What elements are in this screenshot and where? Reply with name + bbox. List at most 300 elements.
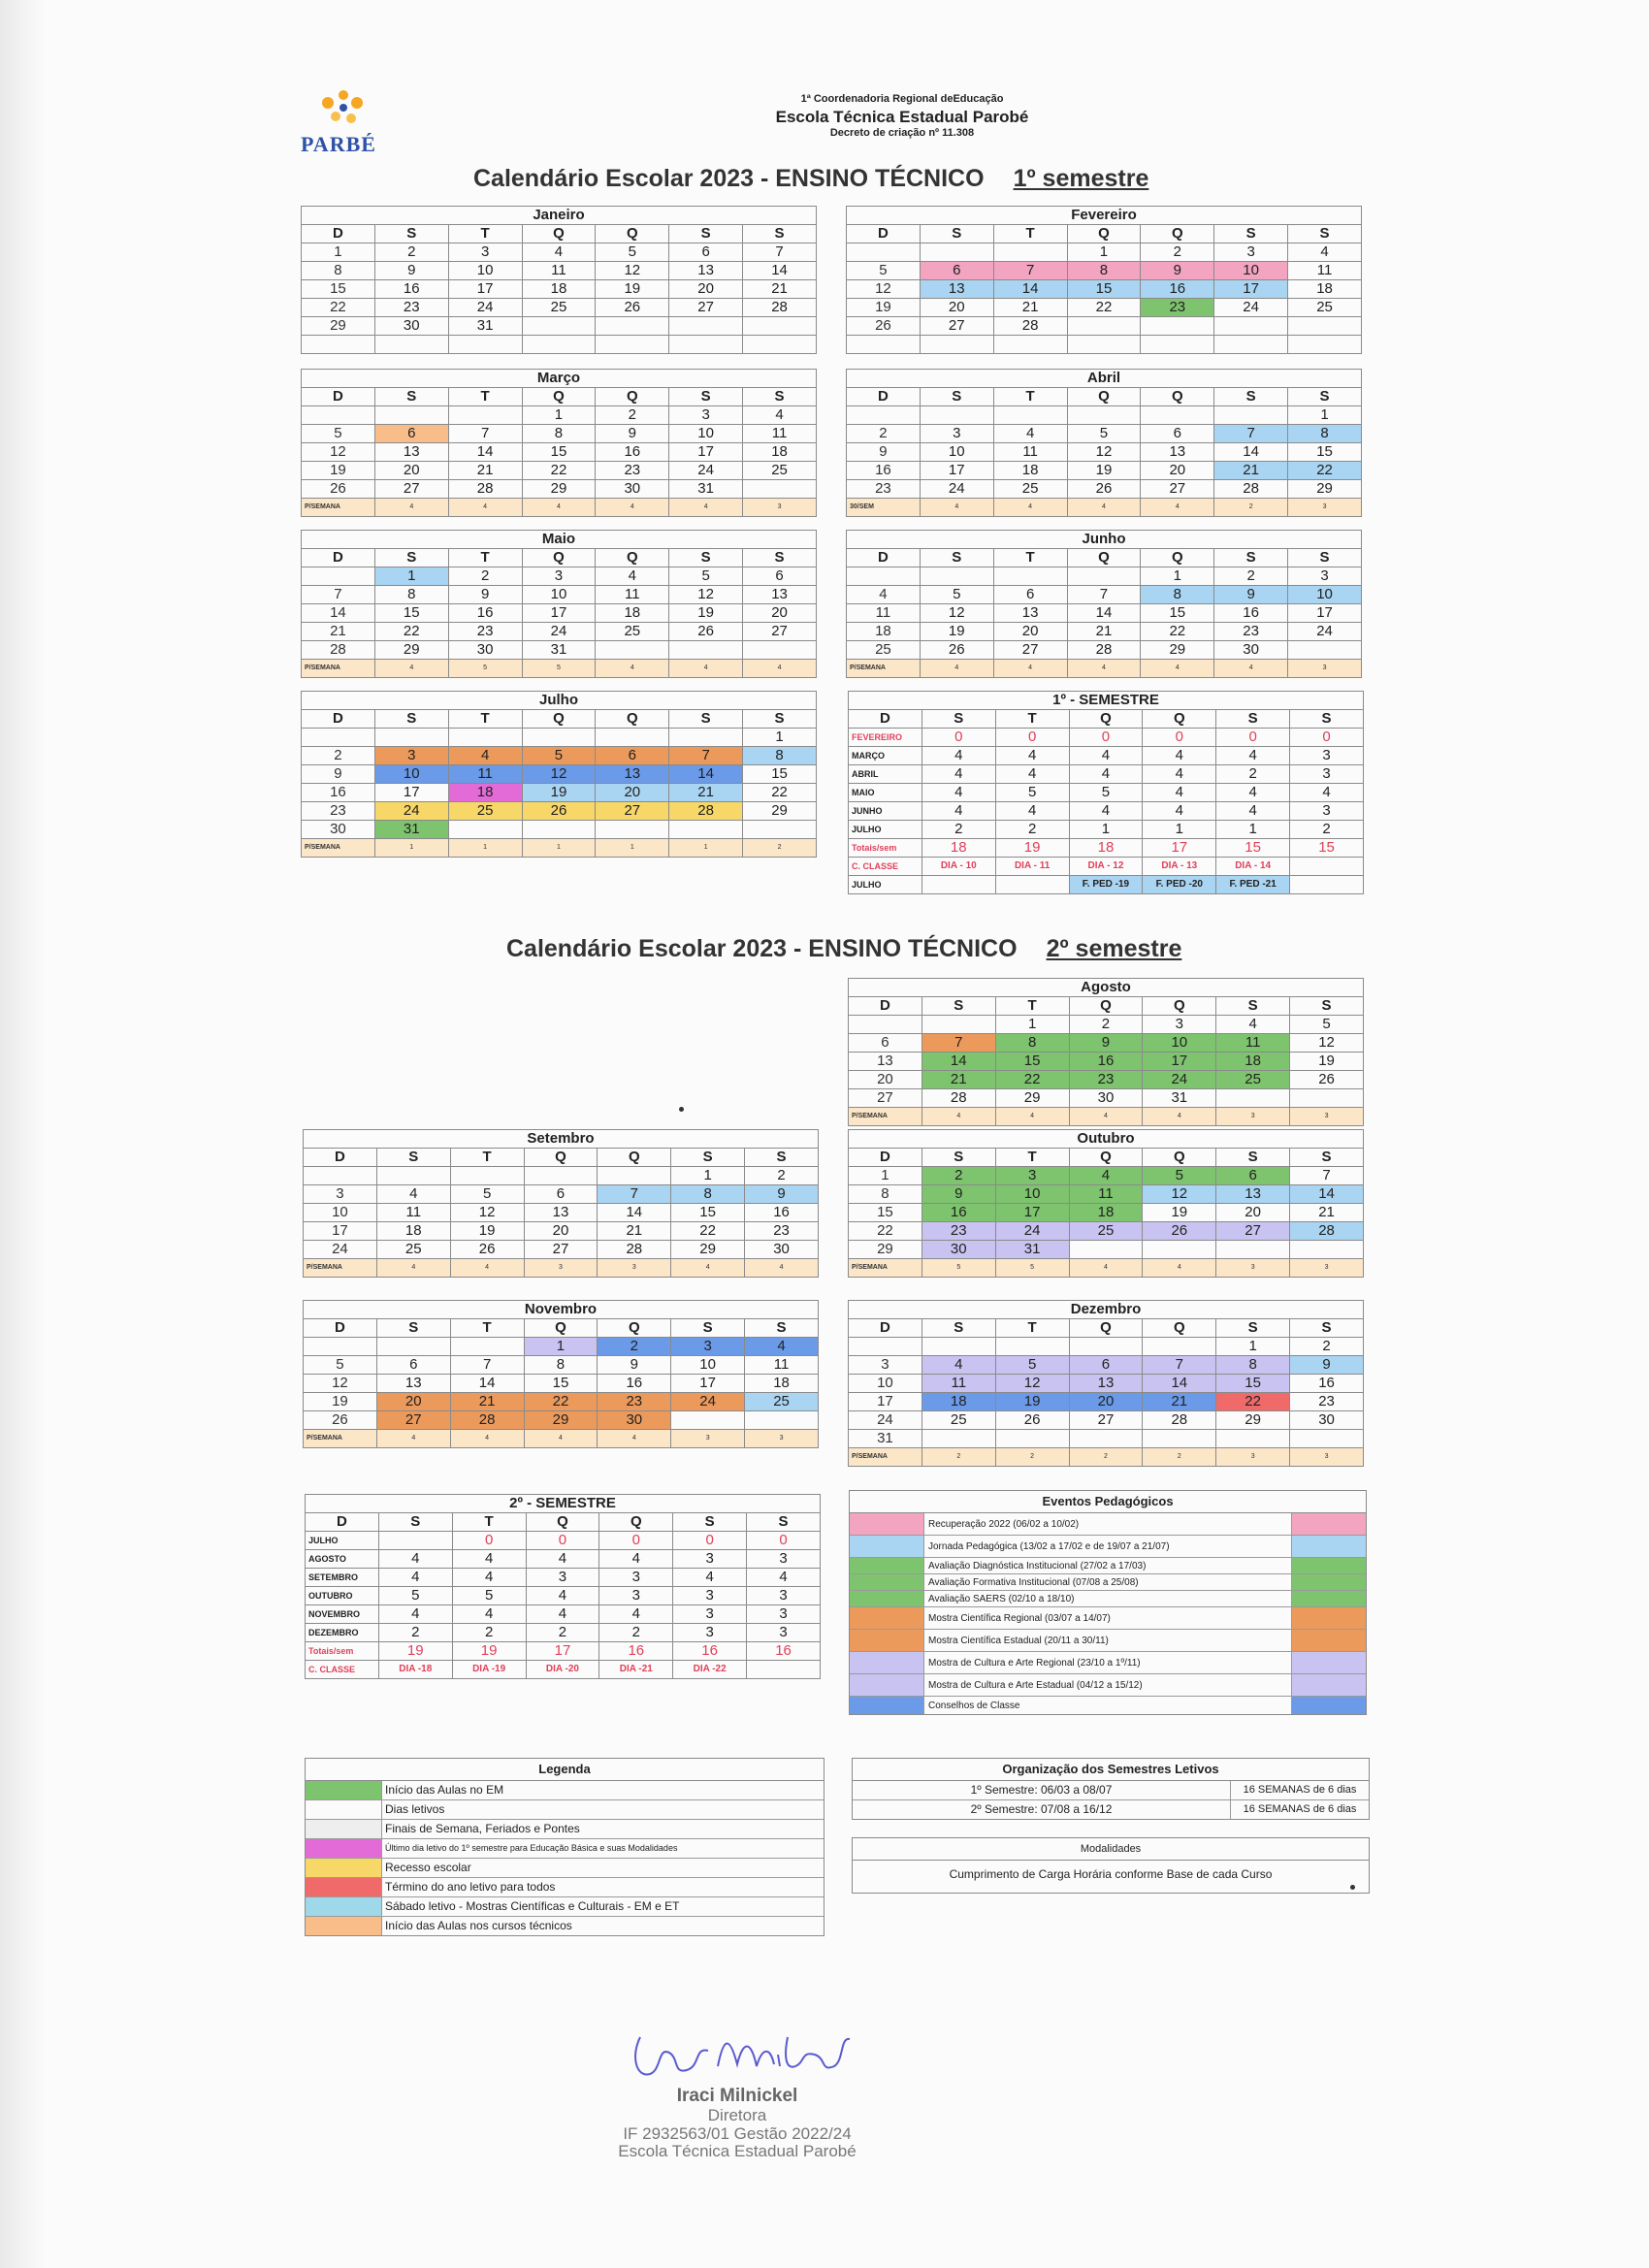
weekday-header: Q xyxy=(596,388,669,406)
per-week-count: 4 xyxy=(448,499,522,517)
semester-month-row xyxy=(306,1532,821,1550)
day-cell: 8 xyxy=(522,425,596,443)
legend-color-swatch xyxy=(306,1878,382,1896)
day-cell: 2 xyxy=(1214,567,1288,586)
per-week-count: 3 xyxy=(1288,499,1362,517)
semester-count: 4 xyxy=(452,1569,526,1587)
semester-count: 4 xyxy=(995,747,1069,765)
day-cell: 21 xyxy=(450,1393,524,1411)
event-row xyxy=(850,1574,1366,1591)
day-cell: 25 xyxy=(522,299,596,317)
day-cell: 21 xyxy=(302,623,375,641)
day-cell: 28 xyxy=(598,1241,671,1259)
per-week-label: P/SEMANA xyxy=(849,1259,922,1278)
day-cell: 19 xyxy=(1143,1204,1216,1222)
day-cell: 21 xyxy=(1143,1393,1216,1411)
day-cell: 4 xyxy=(745,1338,819,1356)
event-color-swatch xyxy=(850,1607,924,1629)
per-week-row xyxy=(302,660,817,678)
day-cell xyxy=(1143,1338,1216,1356)
legend-color-swatch xyxy=(306,1839,382,1858)
day-cell: 14 xyxy=(1143,1375,1216,1393)
day-cell: 25 xyxy=(922,1411,995,1430)
day-cell: 23 xyxy=(745,1222,819,1241)
semester-count: 15 xyxy=(1216,839,1290,858)
signature-id: IF 2932563/01 Gestão 2022/24 xyxy=(623,2123,852,2143)
semester-count: 5 xyxy=(452,1587,526,1605)
weekday-header: T xyxy=(450,1149,524,1167)
semester-count: 4 xyxy=(378,1605,452,1624)
semester-count: 19 xyxy=(995,839,1069,858)
per-week-count: 3 xyxy=(524,1259,598,1278)
per-week-count: 5 xyxy=(922,1259,995,1278)
weekday-header: S xyxy=(374,225,448,243)
legend-color-swatch xyxy=(306,1800,382,1819)
weekday-header: T xyxy=(995,997,1069,1016)
weekday-header: T xyxy=(993,225,1067,243)
day-cell xyxy=(596,641,669,660)
semester-count: 3 xyxy=(1290,802,1364,821)
day-cell: 18 xyxy=(376,1222,450,1241)
day-cell xyxy=(1216,1089,1290,1108)
day-cell: 29 xyxy=(671,1241,745,1259)
semester-count: 4 xyxy=(922,765,995,784)
per-week-count: 4 xyxy=(995,1108,1069,1126)
weekday-header: S xyxy=(1214,549,1288,567)
day-cell xyxy=(847,567,921,586)
day-cell: 31 xyxy=(522,641,596,660)
weekday-header: Q xyxy=(1141,225,1214,243)
day-cell: 21 xyxy=(448,462,522,480)
day-cell: 7 xyxy=(302,586,375,604)
weekday-header: S xyxy=(671,1319,745,1338)
day-cell: 11 xyxy=(743,425,817,443)
day-cell: 5 xyxy=(1067,425,1141,443)
per-week-count: 1 xyxy=(669,839,743,858)
day-cell: 12 xyxy=(302,443,375,462)
per-week-label: P/SEMANA xyxy=(849,1448,922,1467)
week-row xyxy=(302,443,817,462)
semester-count: 4 xyxy=(1069,802,1143,821)
event-row xyxy=(850,1607,1366,1630)
signature-role: Diretora xyxy=(707,2106,767,2124)
weekday-header: D xyxy=(849,1319,922,1338)
organization-row xyxy=(853,1800,1369,1819)
day-cell xyxy=(743,317,817,336)
weekday-header: D xyxy=(847,388,921,406)
day-cell: 10 xyxy=(1288,586,1362,604)
per-week-row xyxy=(849,1108,1364,1126)
day-cell: 29 xyxy=(1141,641,1214,660)
semester-count: 5 xyxy=(1069,784,1143,802)
week-row xyxy=(849,1393,1364,1411)
day-cell xyxy=(596,821,669,839)
weekday-header: S xyxy=(745,1319,819,1338)
day-cell: 23 xyxy=(598,1393,671,1411)
day-cell: 17 xyxy=(1214,280,1288,299)
per-week-count: 3 xyxy=(1216,1108,1290,1126)
weekday-header: Q xyxy=(524,1319,598,1338)
per-week-row xyxy=(302,839,817,858)
semester-count: 0 xyxy=(1216,729,1290,747)
week-row xyxy=(849,1204,1364,1222)
weekday-header: Q xyxy=(1143,710,1216,729)
day-cell: 25 xyxy=(1069,1222,1143,1241)
day-cell: 8 xyxy=(302,262,375,280)
day-cell: 6 xyxy=(993,586,1067,604)
semester-count: 4 xyxy=(526,1587,599,1605)
event-color-swatch xyxy=(850,1513,924,1535)
class-council-day: DIA -18 xyxy=(378,1661,452,1679)
day-cell: 22 xyxy=(995,1071,1069,1089)
weekday-header: D xyxy=(847,549,921,567)
weekday-header: D xyxy=(302,549,375,567)
month-table-abr xyxy=(846,369,1362,517)
day-cell: 25 xyxy=(596,623,669,641)
weekday-header: Q xyxy=(1143,997,1216,1016)
event-color-swatch xyxy=(1291,1591,1366,1606)
semester-month-row xyxy=(849,765,1364,784)
class-council-day: DIA -22 xyxy=(673,1661,747,1679)
day-cell: 6 xyxy=(1216,1167,1290,1185)
day-cell: 30 xyxy=(596,480,669,499)
week-row xyxy=(849,1411,1364,1430)
weekday-header: S xyxy=(922,997,995,1016)
semester-count: 3 xyxy=(599,1569,673,1587)
week-row xyxy=(849,1053,1364,1071)
event-row xyxy=(850,1536,1366,1558)
day-cell: 30 xyxy=(1290,1411,1364,1430)
per-week-count: 2 xyxy=(1214,499,1288,517)
day-cell: 4 xyxy=(1288,243,1362,262)
weekday-header: Q xyxy=(526,1513,599,1532)
day-cell xyxy=(596,336,669,354)
weekday-header: S xyxy=(1216,1149,1290,1167)
month-name: Janeiro xyxy=(302,207,817,225)
day-cell: 18 xyxy=(1288,280,1362,299)
weekday-header: Q xyxy=(596,549,669,567)
day-cell: 14 xyxy=(669,765,743,784)
day-cell: 18 xyxy=(1216,1053,1290,1071)
day-cell: 4 xyxy=(522,243,596,262)
day-cell: 14 xyxy=(598,1204,671,1222)
semester-month-row xyxy=(849,784,1364,802)
day-cell: 13 xyxy=(1069,1375,1143,1393)
per-week-count: 3 xyxy=(598,1259,671,1278)
day-cell xyxy=(302,729,375,747)
day-cell: 22 xyxy=(302,299,375,317)
per-week-row xyxy=(304,1430,819,1448)
month-name: Outubro xyxy=(849,1130,1364,1149)
semester-count: 0 xyxy=(1069,729,1143,747)
day-cell xyxy=(1069,1430,1143,1448)
day-cell xyxy=(743,821,817,839)
event-label: Conselhos de Classe xyxy=(928,1700,1020,1711)
day-cell: 19 xyxy=(302,462,375,480)
semester-month-row xyxy=(306,1587,821,1605)
day-cell: 26 xyxy=(596,299,669,317)
weekday-header: S xyxy=(378,1513,452,1532)
weekday-header: Q xyxy=(1141,549,1214,567)
weekday-header: D xyxy=(304,1319,377,1338)
event-label: Recuperação 2022 (06/02 a 10/02) xyxy=(928,1518,1080,1530)
day-cell: 23 xyxy=(448,623,522,641)
week-row xyxy=(847,586,1362,604)
weekday-header: S xyxy=(376,1319,450,1338)
weekday-header: Q xyxy=(522,225,596,243)
day-cell xyxy=(448,406,522,425)
semester-month-label: DEZEMBRO xyxy=(306,1624,379,1642)
semester-count: 4 xyxy=(1216,802,1290,821)
semester-count: 2 xyxy=(599,1624,673,1642)
per-week-count: 3 xyxy=(745,1430,819,1448)
day-cell: 22 xyxy=(522,462,596,480)
semester-count: 2 xyxy=(995,821,1069,839)
day-cell xyxy=(743,336,817,354)
day-cell: 30 xyxy=(448,641,522,660)
day-cell: 5 xyxy=(847,262,921,280)
day-cell: 17 xyxy=(374,784,448,802)
day-cell: 3 xyxy=(304,1185,377,1204)
per-week-count: 4 xyxy=(743,660,817,678)
day-cell: 3 xyxy=(669,406,743,425)
semester-month-label: MAIO xyxy=(849,784,922,802)
semester-count: 4 xyxy=(922,747,995,765)
weekday-header: Q xyxy=(524,1149,598,1167)
day-cell: 2 xyxy=(598,1338,671,1356)
semester-count: 4 xyxy=(1069,747,1143,765)
week-row xyxy=(304,1356,819,1375)
per-week-count: 1 xyxy=(596,839,669,858)
semester-count: 5 xyxy=(995,784,1069,802)
semester-title: 2º - SEMESTRE xyxy=(306,1495,821,1513)
event-label: Mostra Científica Estadual (20/11 a 30/11) xyxy=(928,1635,1109,1646)
semester-count: 0 xyxy=(922,729,995,747)
pedagogical-label: JULHO xyxy=(849,876,922,894)
per-week-count: 3 xyxy=(1290,1448,1364,1467)
week-row xyxy=(847,336,1362,354)
day-cell: 9 xyxy=(448,586,522,604)
weekday-header: S xyxy=(669,710,743,729)
day-cell: 1 xyxy=(849,1167,922,1185)
event-row xyxy=(850,1591,1366,1607)
per-week-count: 4 xyxy=(669,660,743,678)
day-cell: 16 xyxy=(596,443,669,462)
day-cell: 26 xyxy=(1290,1071,1364,1089)
day-cell: 15 xyxy=(1288,443,1362,462)
day-cell xyxy=(1067,567,1141,586)
weekday-header: Q xyxy=(1143,1149,1216,1167)
month-table-mar xyxy=(301,369,817,517)
day-cell: 30 xyxy=(1214,641,1288,660)
day-cell: 27 xyxy=(920,317,993,336)
event-color-swatch xyxy=(1291,1607,1366,1629)
day-cell xyxy=(1214,317,1288,336)
weekday-header: D xyxy=(847,225,921,243)
week-row xyxy=(302,747,817,765)
events-box xyxy=(849,1490,1367,1715)
day-cell: 18 xyxy=(1069,1204,1143,1222)
week-row xyxy=(302,784,817,802)
logo-text: PARBÉ xyxy=(301,132,376,156)
semester-month-label: Totais/sem xyxy=(306,1642,379,1661)
day-cell: 3 xyxy=(522,567,596,586)
day-cell: 29 xyxy=(1216,1411,1290,1430)
day-cell: 16 xyxy=(922,1204,995,1222)
legend-color-swatch xyxy=(306,1781,382,1799)
per-week-label: P/SEMANA xyxy=(302,660,375,678)
day-cell: 20 xyxy=(993,623,1067,641)
per-week-count: 2 xyxy=(995,1448,1069,1467)
day-cell: 11 xyxy=(448,765,522,784)
day-cell: 6 xyxy=(376,1356,450,1375)
week-row xyxy=(302,821,817,839)
month-table-mai xyxy=(301,530,817,678)
day-cell: 16 xyxy=(302,784,375,802)
day-cell: 21 xyxy=(743,280,817,299)
semester-count: 4 xyxy=(599,1550,673,1569)
semester-count: 3 xyxy=(673,1624,747,1642)
semester-1-summary xyxy=(848,691,1364,894)
semester-count: 2 xyxy=(922,821,995,839)
day-cell: 21 xyxy=(598,1222,671,1241)
day-cell: 8 xyxy=(995,1034,1069,1053)
per-week-count: 4 xyxy=(376,1430,450,1448)
day-cell: 5 xyxy=(302,425,375,443)
day-cell xyxy=(743,480,817,499)
day-cell: 11 xyxy=(922,1375,995,1393)
per-week-count: 4 xyxy=(1069,1259,1143,1278)
day-cell: 21 xyxy=(922,1071,995,1089)
week-row xyxy=(304,1204,819,1222)
semester-count: 3 xyxy=(1290,765,1364,784)
day-cell xyxy=(743,641,817,660)
day-cell: 12 xyxy=(669,586,743,604)
weekday-header: S xyxy=(673,1513,747,1532)
day-cell: 10 xyxy=(374,765,448,784)
event-label: Jornada Pedagógica (13/02 a 17/02 e de 19/07 a 21/07) xyxy=(928,1540,1170,1552)
day-cell: 6 xyxy=(374,425,448,443)
semester-count: 3 xyxy=(747,1587,821,1605)
day-cell xyxy=(995,1430,1069,1448)
week-row xyxy=(304,1167,819,1185)
legend-label: Início das Aulas nos cursos técnicos xyxy=(385,1919,572,1932)
legend-row xyxy=(306,1859,824,1878)
day-cell: 20 xyxy=(920,299,993,317)
day-cell: 2 xyxy=(1290,1338,1364,1356)
pedagogical-row xyxy=(849,876,1364,894)
day-cell: 9 xyxy=(922,1185,995,1204)
day-cell: 10 xyxy=(669,425,743,443)
weekday-header: S xyxy=(747,1513,821,1532)
day-cell: 7 xyxy=(1290,1167,1364,1185)
day-cell: 16 xyxy=(745,1204,819,1222)
day-cell: 4 xyxy=(847,586,921,604)
day-cell: 29 xyxy=(302,317,375,336)
day-cell: 11 xyxy=(596,586,669,604)
day-cell xyxy=(1067,317,1141,336)
weekday-header: S xyxy=(1216,997,1290,1016)
day-cell xyxy=(920,336,993,354)
weekday-header: S xyxy=(743,225,817,243)
day-cell: 19 xyxy=(1067,462,1141,480)
event-color-swatch xyxy=(850,1574,924,1590)
week-row xyxy=(302,243,817,262)
weekday-header: S xyxy=(376,1149,450,1167)
week-row xyxy=(302,729,817,747)
per-week-count: 3 xyxy=(671,1430,745,1448)
per-week-count: 4 xyxy=(1143,1108,1216,1126)
day-cell: 19 xyxy=(995,1393,1069,1411)
day-cell: 29 xyxy=(743,802,817,821)
day-cell: 9 xyxy=(1069,1034,1143,1053)
day-cell: 29 xyxy=(849,1241,922,1259)
weekday-header: S xyxy=(743,388,817,406)
organization-row-dates: 1º Semestre: 06/03 a 08/07 xyxy=(970,1783,1113,1797)
week-row xyxy=(302,802,817,821)
per-week-count: 1 xyxy=(448,839,522,858)
day-cell: 30 xyxy=(1069,1089,1143,1108)
month-table-dez xyxy=(848,1300,1364,1467)
weekday-header: D xyxy=(306,1513,379,1532)
day-cell: 19 xyxy=(669,604,743,623)
semester-count: 0 xyxy=(995,729,1069,747)
day-cell xyxy=(1067,406,1141,425)
month-name: Fevereiro xyxy=(847,207,1362,225)
per-week-count: 4 xyxy=(1141,499,1214,517)
week-row xyxy=(849,1089,1364,1108)
week-row xyxy=(304,1241,819,1259)
week-row xyxy=(304,1375,819,1393)
weekday-header: S xyxy=(374,388,448,406)
day-cell xyxy=(522,821,596,839)
per-week-count: 5 xyxy=(995,1259,1069,1278)
semester-count: 4 xyxy=(1216,747,1290,765)
semester-month-row xyxy=(849,802,1364,821)
week-row xyxy=(849,1167,1364,1185)
day-cell: 24 xyxy=(995,1222,1069,1241)
event-label: Avaliação Diagnóstica Institucional (27/02 a 17/03) xyxy=(928,1560,1147,1571)
day-cell: 2 xyxy=(302,747,375,765)
month-table-nov xyxy=(303,1300,819,1448)
per-week-count: 2 xyxy=(1069,1448,1143,1467)
day-cell: 20 xyxy=(524,1222,598,1241)
day-cell: 17 xyxy=(304,1222,377,1241)
school-logo xyxy=(293,89,400,157)
legend-row xyxy=(306,1878,824,1897)
day-cell xyxy=(1216,1430,1290,1448)
day-cell: 29 xyxy=(995,1089,1069,1108)
day-cell xyxy=(1288,317,1362,336)
day-cell: 13 xyxy=(596,765,669,784)
week-row xyxy=(302,462,817,480)
event-row xyxy=(850,1652,1366,1674)
semester-count: 16 xyxy=(673,1642,747,1661)
week-row xyxy=(847,243,1362,262)
semester-count: 18 xyxy=(1069,839,1143,858)
day-cell: 1 xyxy=(1288,406,1362,425)
events-title: Eventos Pedagógicos xyxy=(850,1491,1366,1513)
month-table-ago xyxy=(848,978,1364,1126)
day-cell xyxy=(448,821,522,839)
weekday-header: S xyxy=(374,710,448,729)
weekday-header: Q xyxy=(1069,710,1143,729)
day-cell: 2 xyxy=(1141,243,1214,262)
weekday-header: Q xyxy=(598,1149,671,1167)
per-week-count: 3 xyxy=(1216,1259,1290,1278)
day-cell: 26 xyxy=(304,1411,377,1430)
week-row xyxy=(847,623,1362,641)
